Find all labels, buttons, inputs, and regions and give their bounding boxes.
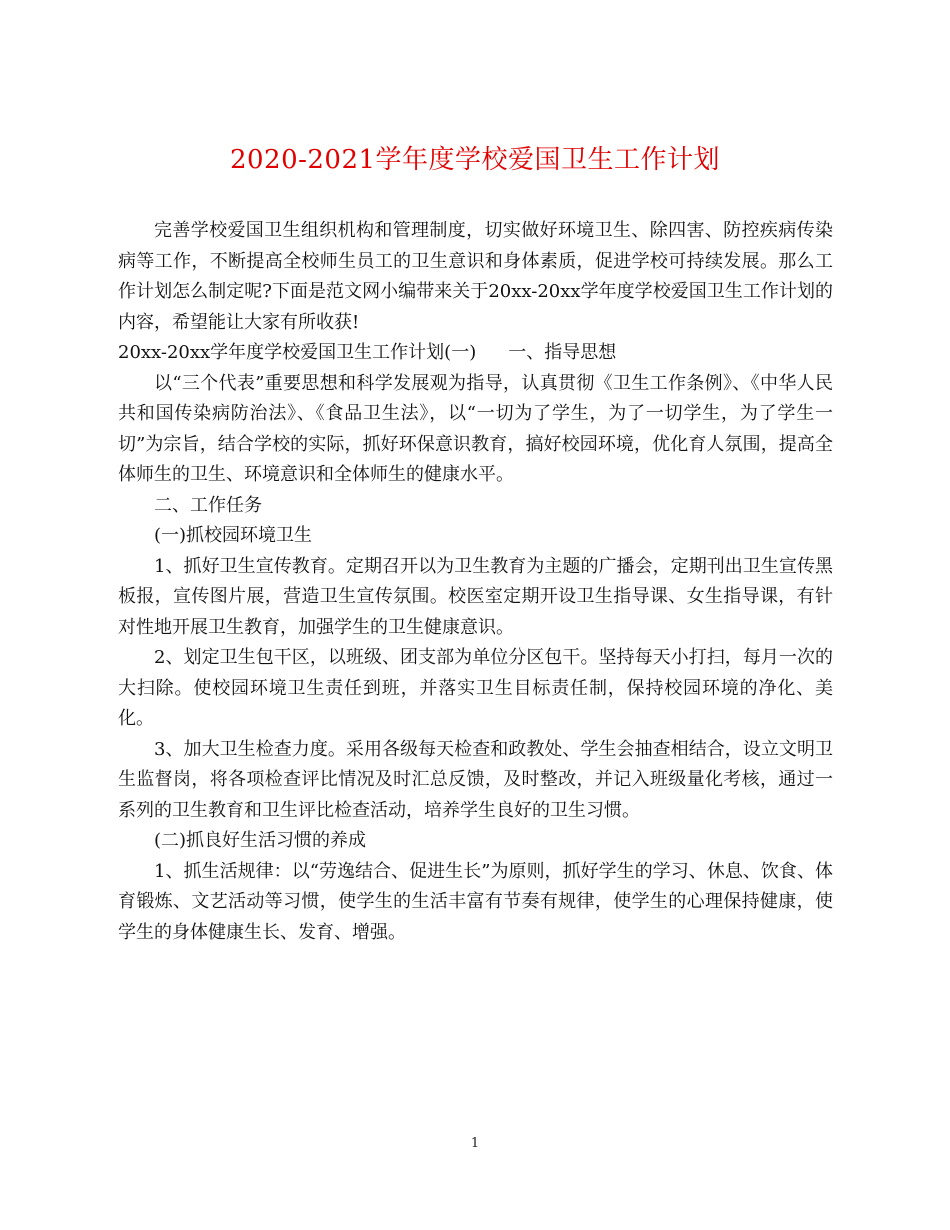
subheading-campus: (一)抓校园环境卫生 — [154, 525, 313, 546]
guiding-paragraph: 以“三个代表”重要思想和科学发展观为指导，认真贯彻《卫生工作条例》、《中华人民共和国传染病防治法》、《食品卫生法》，以“一切为了学生，为了一切学生，为了学生一切”为宗旨，结合学校的实际，抓好环保意识教育，搞好校园环境，优化育人氛围，提高全体师生的卫生、环境意识和全体师生的健康水平。 — [118, 372, 833, 485]
tasks-heading: 二、工作任务 — [154, 494, 262, 516]
paragraph-4: 1、抓生活规律：以“劳逸结合、促进生长”为原则，抓好学生的学习、休息、饮食、体育锻炼、文艺活动等习惯，使学生的生活丰富有节奏有规律，使学生的心理保持健康，使学生的身体健康生长、发育、增强。 — [118, 860, 833, 943]
document-title: 2020-2021学年度学校爱国卫生工作计划 — [229, 145, 721, 175]
paragraph-3: 3、加大卫生检查力度。采用各级每天检查和政教处、学生会抽查相结合，设立文明卫生监督岗，将各项检查评比情况及时汇总反馈，及时整改，并记入班级量化考核，通过一系列的卫生教育和卫生评比检查活动，培养学生良好的卫生习惯。 — [118, 738, 833, 821]
page-number: 1 — [470, 1136, 480, 1151]
subheading-habits: (二)抓良好生活习惯的养成 — [154, 830, 367, 851]
paragraph-2: 2、划定卫生包干区，以班级、团支部为单位分区包干。坚持每天小打扫，每月一次的大扫除。使校园环境卫生责任到班，并落实卫生目标责任制，保持校园环境的净化、美化。 — [118, 647, 833, 729]
section-heading-line — [118, 338, 833, 369]
intro-paragraph: 完善学校爱国卫生组织机构和管理制度，切实做好环境卫生、除四害、防控疾病传染病等工作，不断提高全校师生员工的卫生意识和身体素质，促进学校可持续发展。那么工作计划怎么制定呢?下面是范文网小编带来关于20xx-20xx学年度学校爱国卫生工作计划的内容，希望能让大家有所收获! — [118, 220, 833, 333]
section-heading-left: 20xx-20xx学年度学校爱国卫生工作计划(一) — [118, 342, 477, 363]
document-body — [118, 216, 833, 948]
section-heading-right: 一、指导思想 — [508, 342, 617, 363]
paragraph-1: 1、抓好卫生宣传教育。定期召开以为卫生教育为主题的广播会，定期刊出卫生宣传黑板报，宣传图片展，营造卫生宣传氛围。校医室定期开设卫生指导课、女生指导课，有针对性地开展卫生教育，加强学生的卫生健康意识。 — [118, 555, 833, 638]
